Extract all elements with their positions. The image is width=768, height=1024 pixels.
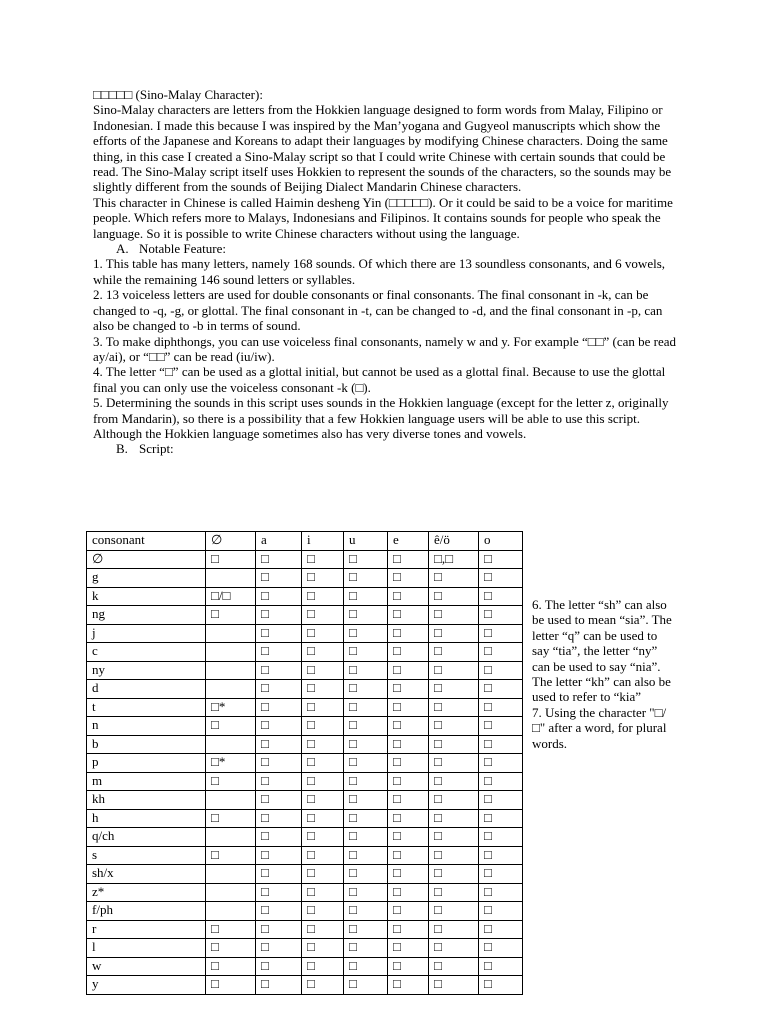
page-title: □□□□□ (Sino-Malay Character): bbox=[93, 87, 263, 102]
character-cell bbox=[206, 569, 256, 588]
character-cell: □ bbox=[429, 920, 479, 939]
character-cell: □ bbox=[429, 661, 479, 680]
character-cell: □ bbox=[479, 587, 523, 606]
character-cell: □ bbox=[388, 939, 429, 958]
character-cell: □ bbox=[479, 957, 523, 976]
character-cell: □ bbox=[256, 735, 302, 754]
character-cell: □ bbox=[206, 606, 256, 625]
character-cell: □ bbox=[256, 624, 302, 643]
intro-paragraph-2: This character in Chinese is called Haimin desheng Yin (□□□□□). Or it could be said to be a voice for maritime people. Which refers more to Malays, Indonesians and Filipinos. It contains sounds for people who speak the language. So it is possible to write Chinese characters without using the language. bbox=[93, 194, 673, 241]
character-cell: □ bbox=[256, 606, 302, 625]
character-cell: □ bbox=[256, 791, 302, 810]
side-notes bbox=[532, 597, 674, 751]
character-cell: □ bbox=[206, 809, 256, 828]
character-cell: □ bbox=[344, 865, 388, 884]
table-row bbox=[87, 772, 523, 791]
character-cell: □ bbox=[302, 902, 344, 921]
character-cell: □ bbox=[388, 772, 429, 791]
character-cell: □ bbox=[388, 976, 429, 995]
character-cell: □ bbox=[344, 976, 388, 995]
character-cell: □ bbox=[256, 902, 302, 921]
table-row bbox=[87, 976, 523, 995]
character-cell: □ bbox=[388, 828, 429, 847]
character-cell: □ bbox=[479, 939, 523, 958]
character-cell: □ bbox=[344, 606, 388, 625]
character-cell: □ bbox=[388, 698, 429, 717]
character-cell: □ bbox=[429, 680, 479, 699]
character-cell: □ bbox=[429, 698, 479, 717]
character-cell: □ bbox=[206, 920, 256, 939]
character-cell: □ bbox=[479, 791, 523, 810]
character-cell: □ bbox=[344, 772, 388, 791]
character-cell: □ bbox=[388, 809, 429, 828]
consonant-cell: m bbox=[87, 772, 206, 791]
character-cell: □ bbox=[344, 569, 388, 588]
table-row bbox=[87, 587, 523, 606]
table-row bbox=[87, 661, 523, 680]
character-cell: □ bbox=[344, 791, 388, 810]
consonant-cell: z* bbox=[87, 883, 206, 902]
character-cell: □ bbox=[302, 809, 344, 828]
character-cell: □ bbox=[302, 587, 344, 606]
character-cell bbox=[206, 735, 256, 754]
character-cell: □ bbox=[302, 883, 344, 902]
intro-paragraph-1: Sino-Malay characters are letters from the Hokkien language designed to form words from Malay, Filipino or Indonesian. I made this because I was inspired by the Man’yogana and Gugyeol manuscripts which show the efforts of the Japanese and Koreans to adapt their languages by modifying Chinese characters. Doing the same thing, in this case I created a Sino-Malay script so that I could write Chinese with certain sounds that could be read. The Sino-Malay script itself uses Hokkien to represent the sounds of the characters, so the sounds may be slightly different from the sounds of Beijing Dialect Mandarin Chinese characters. bbox=[93, 102, 672, 195]
table-row bbox=[87, 606, 523, 625]
character-cell: □ bbox=[429, 883, 479, 902]
section-a-letter: A. bbox=[116, 241, 129, 257]
character-cell: □ bbox=[429, 735, 479, 754]
character-cell: □ bbox=[344, 717, 388, 736]
character-cell: □ bbox=[302, 791, 344, 810]
character-cell: □* bbox=[206, 698, 256, 717]
character-cell: □ bbox=[206, 939, 256, 958]
character-cell: □ bbox=[344, 587, 388, 606]
character-cell: □ bbox=[302, 754, 344, 773]
consonant-cell: g bbox=[87, 569, 206, 588]
character-cell: □ bbox=[429, 846, 479, 865]
section-a-label: Notable Feature: bbox=[139, 241, 226, 257]
character-cell: □ bbox=[302, 976, 344, 995]
consonant-cell: sh/x bbox=[87, 865, 206, 884]
character-cell: □ bbox=[256, 828, 302, 847]
character-cell: □ bbox=[302, 717, 344, 736]
consonant-cell: ny bbox=[87, 661, 206, 680]
character-cell: □ bbox=[344, 846, 388, 865]
character-cell: □ bbox=[388, 883, 429, 902]
table-row bbox=[87, 754, 523, 773]
character-cell: □ bbox=[256, 643, 302, 662]
consonant-cell: h bbox=[87, 809, 206, 828]
character-cell: □ bbox=[388, 661, 429, 680]
character-cell: □ bbox=[388, 569, 429, 588]
character-cell: a bbox=[256, 532, 302, 551]
character-cell: □ bbox=[388, 791, 429, 810]
feature-item: 2. 13 voiceless letters are used for double consonants or final consonants. The final consonant in -k, can be changed to -q, -g, or glottal. The final consonant in -t, can be changed to -d, and the final consonant in -p, can also be changed to -b in terms of sound. bbox=[93, 287, 663, 334]
character-cell: □ bbox=[388, 735, 429, 754]
character-cell: □ bbox=[388, 957, 429, 976]
character-cell: □ bbox=[302, 624, 344, 643]
character-cell: □ bbox=[206, 846, 256, 865]
character-cell: □ bbox=[302, 957, 344, 976]
character-cell: □ bbox=[388, 606, 429, 625]
consonant-cell: ng bbox=[87, 606, 206, 625]
character-cell: □ bbox=[388, 846, 429, 865]
character-cell: □ bbox=[256, 865, 302, 884]
character-cell: □ bbox=[479, 828, 523, 847]
section-heading-a bbox=[93, 241, 678, 256]
character-cell: □ bbox=[429, 569, 479, 588]
character-cell: □ bbox=[256, 883, 302, 902]
consonant-cell: consonant bbox=[87, 532, 206, 551]
table-row bbox=[87, 735, 523, 754]
character-cell: □ bbox=[344, 661, 388, 680]
character-cell: □ bbox=[388, 587, 429, 606]
consonant-cell: r bbox=[87, 920, 206, 939]
section-b-letter: B. bbox=[116, 441, 128, 457]
consonant-cell: kh bbox=[87, 791, 206, 810]
character-cell: □ bbox=[256, 754, 302, 773]
character-cell: □ bbox=[302, 606, 344, 625]
character-cell: □,□ bbox=[429, 550, 479, 569]
character-cell: □ bbox=[429, 754, 479, 773]
character-cell: □ bbox=[344, 550, 388, 569]
table-row bbox=[87, 920, 523, 939]
character-cell: □ bbox=[256, 976, 302, 995]
character-cell: □ bbox=[256, 661, 302, 680]
character-cell: □ bbox=[429, 976, 479, 995]
consonant-cell: q/ch bbox=[87, 828, 206, 847]
consonant-cell: f/ph bbox=[87, 902, 206, 921]
table-row bbox=[87, 957, 523, 976]
character-cell bbox=[206, 661, 256, 680]
character-cell: □ bbox=[344, 754, 388, 773]
character-cell: e bbox=[388, 532, 429, 551]
character-cell: □ bbox=[256, 698, 302, 717]
consonant-cell: t bbox=[87, 698, 206, 717]
character-cell: □ bbox=[429, 587, 479, 606]
character-cell: □ bbox=[388, 754, 429, 773]
consonant-cell: d bbox=[87, 680, 206, 699]
character-cell: □ bbox=[429, 643, 479, 662]
character-cell: □ bbox=[479, 920, 523, 939]
table-row bbox=[87, 846, 523, 865]
feature-item: 4. The letter “□” can be used as a glottal initial, but cannot be used as a glottal final. Because to use the glottal final you can only use the voiceless consonant -k (□). bbox=[93, 364, 666, 395]
character-cell: □ bbox=[302, 698, 344, 717]
character-cell: □ bbox=[302, 569, 344, 588]
character-cell: □ bbox=[479, 624, 523, 643]
character-cell: □ bbox=[479, 735, 523, 754]
character-cell: □ bbox=[344, 735, 388, 754]
character-cell: □ bbox=[302, 550, 344, 569]
character-cell: □ bbox=[479, 883, 523, 902]
script-table bbox=[86, 531, 523, 995]
intro-section bbox=[93, 87, 678, 457]
character-cell: □ bbox=[429, 791, 479, 810]
character-cell bbox=[206, 828, 256, 847]
consonant-cell: ∅ bbox=[87, 550, 206, 569]
character-cell: □ bbox=[479, 754, 523, 773]
section-heading-b bbox=[93, 441, 678, 456]
consonant-cell: k bbox=[87, 587, 206, 606]
consonant-cell: l bbox=[87, 939, 206, 958]
character-cell: □ bbox=[206, 957, 256, 976]
character-cell: □ bbox=[479, 809, 523, 828]
character-cell: □ bbox=[256, 920, 302, 939]
character-cell: □ bbox=[479, 606, 523, 625]
table-row bbox=[87, 643, 523, 662]
character-cell: □ bbox=[388, 902, 429, 921]
table-row bbox=[87, 569, 523, 588]
character-cell: □ bbox=[344, 698, 388, 717]
consonant-cell: y bbox=[87, 976, 206, 995]
character-cell bbox=[206, 643, 256, 662]
character-cell: □ bbox=[479, 846, 523, 865]
character-cell: □ bbox=[256, 550, 302, 569]
table-row bbox=[87, 902, 523, 921]
character-cell: □ bbox=[388, 624, 429, 643]
character-cell: □ bbox=[256, 772, 302, 791]
character-cell: □ bbox=[479, 550, 523, 569]
character-cell: □ bbox=[388, 643, 429, 662]
character-cell: □ bbox=[344, 902, 388, 921]
character-cell: □ bbox=[429, 772, 479, 791]
table-row bbox=[87, 717, 523, 736]
consonant-cell: b bbox=[87, 735, 206, 754]
character-cell: □ bbox=[429, 717, 479, 736]
character-cell: □ bbox=[479, 680, 523, 699]
character-cell: □ bbox=[429, 828, 479, 847]
character-cell: □ bbox=[256, 680, 302, 699]
table-row bbox=[87, 680, 523, 699]
character-cell: □ bbox=[256, 569, 302, 588]
consonant-cell: s bbox=[87, 846, 206, 865]
character-cell: □ bbox=[344, 957, 388, 976]
character-cell: □ bbox=[429, 939, 479, 958]
character-cell: □ bbox=[302, 680, 344, 699]
table-row bbox=[87, 791, 523, 810]
side-note-6: 6. The letter “sh” can also be used to mean “sia”. The letter “q” can be used to say “tia”, the letter “ny” can be used to say “nia”. The letter “kh” can also be used to refer to “kia” bbox=[532, 597, 672, 705]
consonant-cell: w bbox=[87, 957, 206, 976]
table-row bbox=[87, 698, 523, 717]
character-cell: □ bbox=[344, 680, 388, 699]
consonant-cell: j bbox=[87, 624, 206, 643]
character-cell: □/□ bbox=[206, 587, 256, 606]
character-cell: ∅ bbox=[206, 532, 256, 551]
character-cell: □ bbox=[302, 939, 344, 958]
character-cell bbox=[206, 883, 256, 902]
table-row bbox=[87, 809, 523, 828]
character-cell: ê/ö bbox=[429, 532, 479, 551]
character-cell: □ bbox=[429, 865, 479, 884]
character-cell: □ bbox=[206, 717, 256, 736]
table-row bbox=[87, 624, 523, 643]
table-header-row bbox=[87, 532, 523, 551]
character-cell: □ bbox=[388, 680, 429, 699]
character-cell: □ bbox=[479, 865, 523, 884]
character-cell: □ bbox=[206, 772, 256, 791]
character-cell: □ bbox=[479, 902, 523, 921]
table-row bbox=[87, 550, 523, 569]
character-cell: □ bbox=[344, 828, 388, 847]
character-cell: □ bbox=[429, 809, 479, 828]
character-cell: u bbox=[344, 532, 388, 551]
character-cell: □ bbox=[302, 865, 344, 884]
character-cell: □ bbox=[344, 939, 388, 958]
feature-item: 1. This table has many letters, namely 168 sounds. Of which there are 13 soundless consonants, and 6 vowels, while the remaining 146 sound letters or syllables. bbox=[93, 256, 666, 287]
character-cell: □ bbox=[302, 661, 344, 680]
character-cell bbox=[206, 902, 256, 921]
character-cell: □ bbox=[206, 976, 256, 995]
character-cell: □ bbox=[479, 698, 523, 717]
character-cell: □ bbox=[302, 735, 344, 754]
character-cell: □ bbox=[479, 661, 523, 680]
character-cell: □ bbox=[344, 624, 388, 643]
character-cell: i bbox=[302, 532, 344, 551]
consonant-cell: p bbox=[87, 754, 206, 773]
character-cell: □ bbox=[429, 606, 479, 625]
character-cell: □ bbox=[302, 643, 344, 662]
character-cell: □ bbox=[479, 772, 523, 791]
character-cell: □ bbox=[206, 550, 256, 569]
character-cell: □ bbox=[388, 550, 429, 569]
character-cell bbox=[206, 791, 256, 810]
character-cell: □ bbox=[302, 846, 344, 865]
character-cell: □ bbox=[479, 976, 523, 995]
character-cell: □ bbox=[479, 717, 523, 736]
character-cell bbox=[206, 865, 256, 884]
table-row bbox=[87, 883, 523, 902]
feature-item: 3. To make diphthongs, you can use voiceless final consonants, namely w and y. For example “□□” (can be read ay/ai), or “□□” can be read (iu/iw). bbox=[93, 333, 677, 364]
character-cell: □ bbox=[388, 865, 429, 884]
character-cell: □ bbox=[256, 809, 302, 828]
character-cell: □ bbox=[256, 717, 302, 736]
character-cell: □ bbox=[344, 883, 388, 902]
character-cell: □ bbox=[302, 772, 344, 791]
consonant-cell: n bbox=[87, 717, 206, 736]
character-cell: □ bbox=[388, 717, 429, 736]
character-cell: □ bbox=[344, 809, 388, 828]
character-cell: □ bbox=[429, 624, 479, 643]
character-cell bbox=[206, 680, 256, 699]
table-row bbox=[87, 939, 523, 958]
character-cell: □ bbox=[302, 828, 344, 847]
character-cell: □ bbox=[479, 569, 523, 588]
character-cell: □ bbox=[479, 643, 523, 662]
character-cell: □ bbox=[256, 939, 302, 958]
character-cell: □ bbox=[429, 902, 479, 921]
feature-item: 5. Determining the sounds in this script uses sounds in the Hokkien language (except for the letter z, originally from Mandarin), so there is a possibility that a few Hokkien language users will be able to use this script. Although the Hokkien language sometimes also has very diverse tones and vowels. bbox=[93, 395, 669, 441]
character-cell: □ bbox=[344, 920, 388, 939]
character-cell: o bbox=[479, 532, 523, 551]
table-row bbox=[87, 828, 523, 847]
side-note-7: 7. Using the character "□/□" after a word, for plural words. bbox=[532, 704, 667, 751]
consonant-cell: c bbox=[87, 643, 206, 662]
character-cell: □ bbox=[429, 957, 479, 976]
character-cell: □ bbox=[256, 846, 302, 865]
character-cell: □* bbox=[206, 754, 256, 773]
character-cell: □ bbox=[302, 920, 344, 939]
section-b-label: Script: bbox=[139, 441, 174, 457]
character-cell bbox=[206, 624, 256, 643]
character-cell: □ bbox=[344, 643, 388, 662]
character-cell: □ bbox=[256, 587, 302, 606]
character-cell: □ bbox=[388, 920, 429, 939]
character-cell: □ bbox=[256, 957, 302, 976]
table-row bbox=[87, 865, 523, 884]
